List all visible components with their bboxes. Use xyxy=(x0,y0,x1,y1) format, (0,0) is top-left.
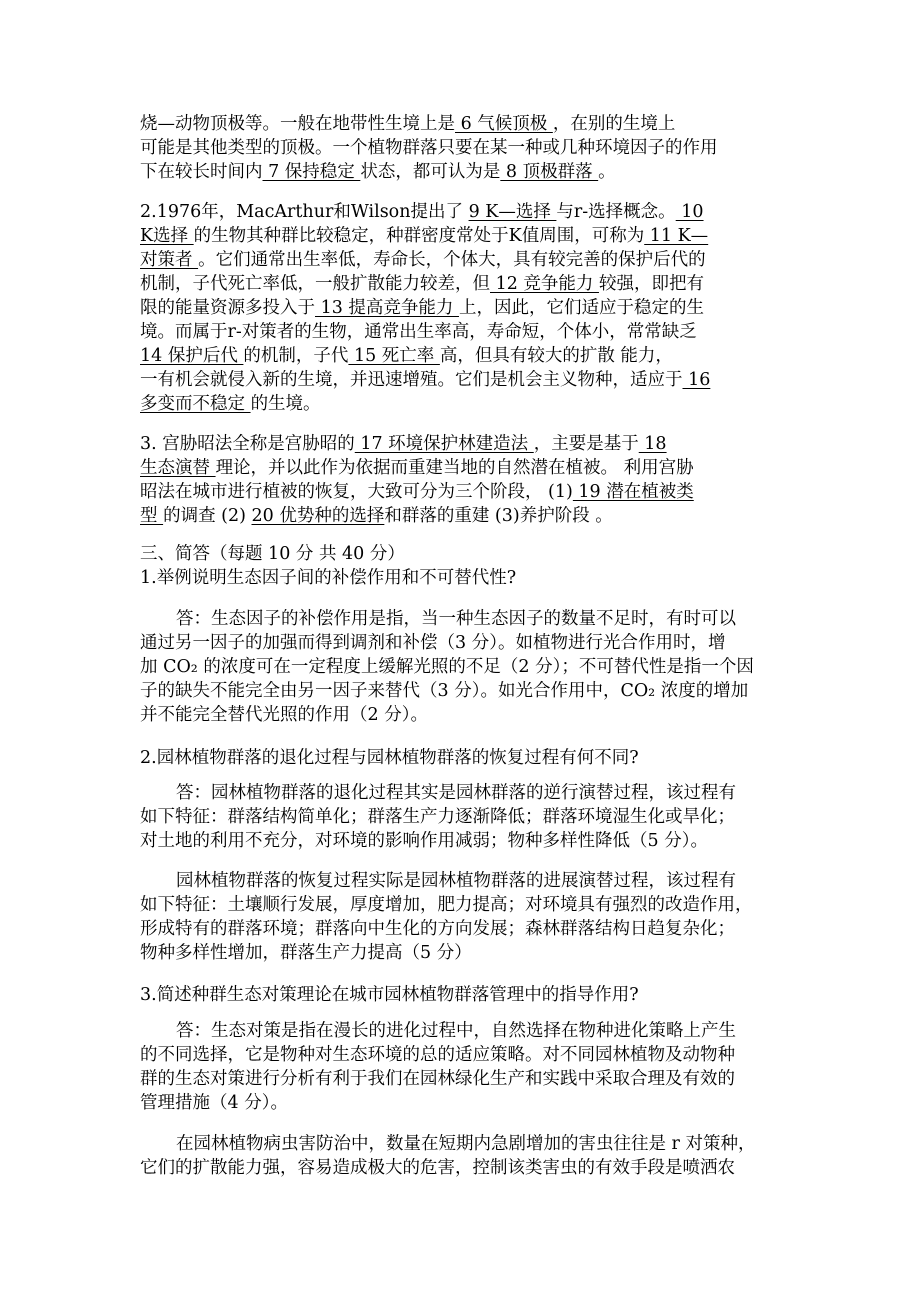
text-line: 生态演替 理论，并以此作为依据而重建当地的自然潜在植被。 利用宫胁 xyxy=(140,458,694,478)
text-line: 园林植物群落的恢复过程实际是园林植物群落的进展演替过程，该过程有 xyxy=(176,871,736,891)
answer-8: 8 顶极群落 xyxy=(500,162,599,182)
answer-15: 15 死亡率 xyxy=(348,346,440,366)
text-line: 限的能量资源多投入于 13 提高竞争能力 上，因此，它们适应于稳定的生 xyxy=(140,298,704,318)
text-line: 2.园林植物群落的退化过程与园林植物群落的恢复过程有何不同? xyxy=(140,748,639,768)
text-line: 通过另一因子的加强而得到调剂和补偿（3 分）。如植物进行光合作用时，增 xyxy=(140,633,726,653)
text-line: 管理措施（4 分）。 xyxy=(140,1093,288,1113)
text-line: 可能是其他类型的顶极。一个植物群落只要在某一种或几种环境因子的作用 xyxy=(140,138,718,158)
answer-3-part-2 xyxy=(140,1132,800,1180)
answer-7: 7 保持稳定 xyxy=(262,162,361,182)
section-title: 三、简答（每题 10 分 共 40 分） xyxy=(140,544,405,564)
text-line: 形成特有的群落环境；群落向中生化的方向发展；森林群落结构日趋复杂化； xyxy=(140,919,735,939)
paragraph-rk-selection xyxy=(140,200,800,416)
text-line: 群的生态对策进行分析有利于我们在园林绿化生产和实践中采取合理及有效的 xyxy=(140,1069,735,1089)
text-line: 在园林植物病虫害防治中，数量在短期内急剧增加的害虫往往是 r 对策种， xyxy=(176,1134,756,1154)
answer-17: 17 环境保护林建造法 xyxy=(354,434,534,454)
text-line: 下在较长时间内 7 保持稳定 状态，都可认为是 8 顶极群落 。 xyxy=(140,162,616,182)
text-line: 加 CO₂ 的浓度可在一定程度上缓解光照的不足（2 分）；不可替代性是指一个因 xyxy=(140,657,754,677)
answer-1 xyxy=(140,607,800,727)
text-line: 2.1976年，MacArthur和Wilson提出了 9 K—选择 与r-选择概念。 10 xyxy=(140,202,704,222)
answer-16: 16 xyxy=(682,370,711,390)
text-line: 对土地的利用不充分，对环境的影响作用减弱；物种多样性降低（5 分）。 xyxy=(140,831,708,851)
answer-12: 12 竞争能力 xyxy=(490,274,599,294)
text-line: 物种多样性增加，群落生产力提高（5 分） xyxy=(140,943,472,963)
text-line: 一有机会就侵入新的生境，并迅速增殖。它们是机会主义物种，适应于 16 xyxy=(140,370,711,390)
answer-6: 6 气候顶极 xyxy=(455,114,553,134)
answer-10: 10 xyxy=(675,202,704,222)
answer-13: 13 提高竞争能力 xyxy=(315,298,459,318)
answer-11: 11 K— xyxy=(644,226,709,246)
text-line: 并不能完全替代光照的作用（2 分）。 xyxy=(140,705,428,725)
question-2 xyxy=(140,746,800,770)
text-line: 如下特征：土壤顺行发展，厚度增加，肥力提高；对环境具有强烈的改造作用， xyxy=(140,895,753,915)
text-line: 答：生态因子的补偿作用是指，当一种生态因子的数量不足时，有时可以 xyxy=(176,609,736,629)
text-line: 型 的调查 (2) 20 优势种的选择和群落的重建 (3)养护阶段 。 xyxy=(140,506,613,526)
answer-3-part-1 xyxy=(140,1019,800,1115)
section-short-answer-heading xyxy=(140,542,800,590)
text-line: K选择 的生物其种群比较稳定，种群密度常处于K值周围，可称为 11 K— xyxy=(140,226,709,246)
text-line: 烧—动物顶极等。一般在地带性生境上是 6 气候顶极 ，在别的生境上 xyxy=(140,114,676,134)
text-line: 多变而不稳定 的生境。 xyxy=(140,394,321,414)
text-line: 对策者 。它们通常出生率低，寿命长，个体大，具有较完善的保护后代的 xyxy=(140,250,706,270)
text-line: 3. 宫胁昭法全称是宫胁昭的 17 环境保护林建造法 ，主要是基于 18 xyxy=(140,434,667,454)
text-line: 境。而属于r-对策者的生物，通常出生率高，寿命短，个体小，常常缺乏 xyxy=(140,322,697,342)
answer-2-part-2 xyxy=(140,869,800,965)
question-3 xyxy=(140,983,800,1007)
answer-9: 9 K—选择 xyxy=(468,202,557,222)
answer-19: 19 潜在植被类 xyxy=(572,482,694,502)
text-line: 机制，子代死亡率低，一般扩散能力较差，但 12 竞争能力 较强，即把有 xyxy=(140,274,704,294)
text-line: 如下特征：群落结构简单化；群落生产力逐渐降低；群落环境湿生化或旱化； xyxy=(140,807,735,827)
paragraph-miyawaki-method xyxy=(140,432,800,528)
answer-14: 14 保护后代 xyxy=(140,346,244,366)
text-line: 答：园林植物群落的退化过程其实是园林群落的逆行演替过程，该过程有 xyxy=(176,783,736,803)
answer-18: 18 xyxy=(638,434,667,454)
text-line: 它们的扩散能力强，容易造成极大的危害，控制该类害虫的有效手段是喷洒农 xyxy=(140,1158,735,1178)
question-1: 1.举例说明生态因子间的补偿作用和不可替代性? xyxy=(140,568,517,588)
text-line: 子的缺失不能完全由另一因子来替代（3 分）。如光合作用中，CO₂ 浓度的增加 xyxy=(140,681,749,701)
text-line: 答：生态对策是指在漫长的进化过程中，自然选择在物种进化策略上产生 xyxy=(176,1021,736,1041)
answer-20: 20 优势种的选择 xyxy=(251,506,385,526)
text-line: 昭法在城市进行植被的恢复，大致可分为三个阶段， (1) 19 潜在植被类 xyxy=(140,482,694,502)
text-line: 3.简述种群生态对策理论在城市园林植物群落管理中的指导作用? xyxy=(140,985,639,1005)
answer-2-part-1 xyxy=(140,781,800,853)
text-line: 14 保护后代 的机制，子代 15 死亡率 高，但具有较大的扩散 能力， xyxy=(140,346,673,366)
text-line: 的不同选择，它是物种对生态环境的总的适应策略。对不同园林植物及动物种 xyxy=(140,1045,735,1065)
paragraph-climax-community xyxy=(140,112,800,184)
